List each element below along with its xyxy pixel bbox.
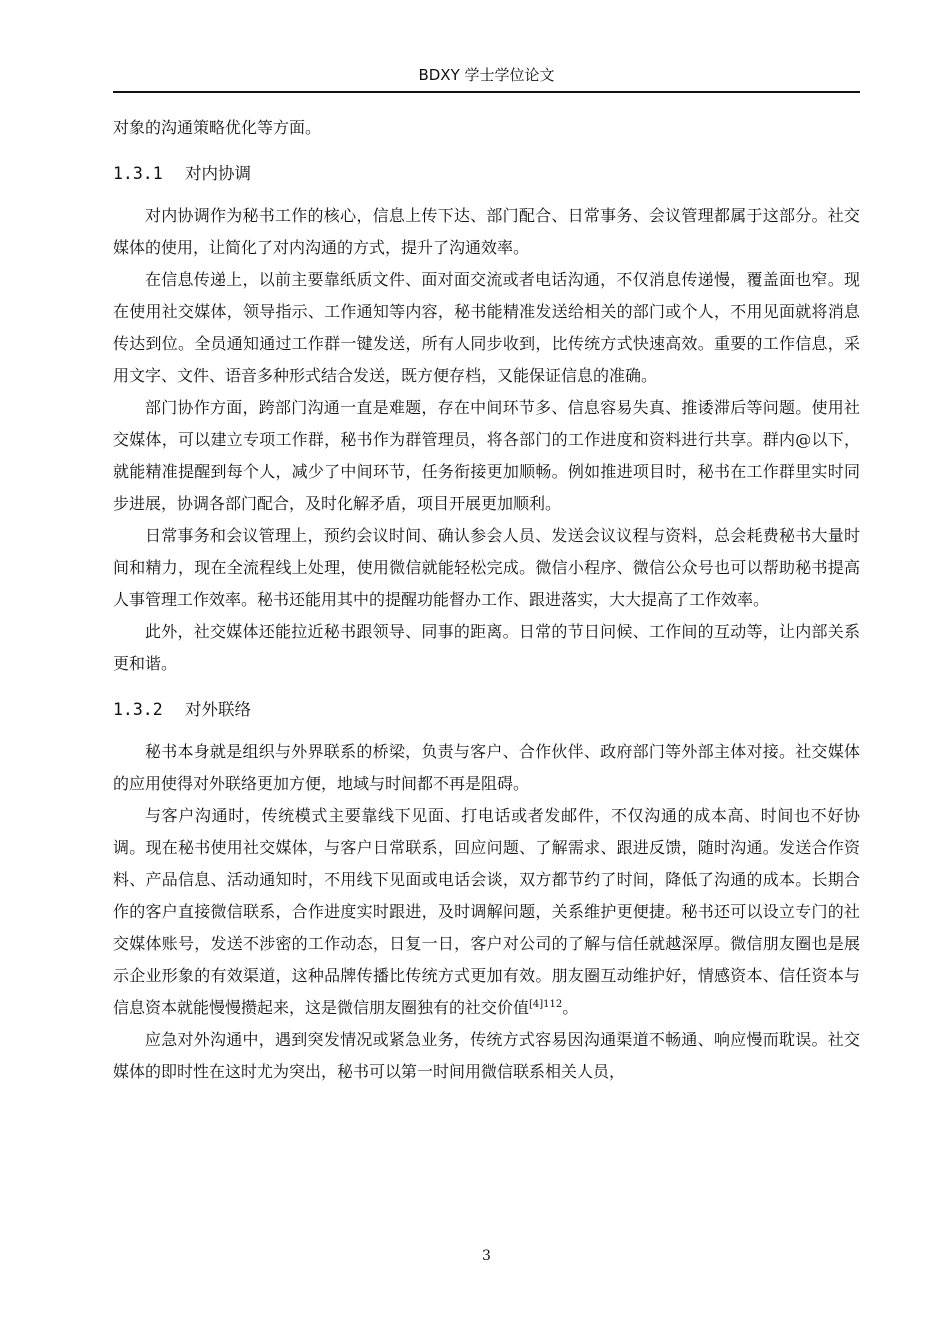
citation-reference: [4]112 (529, 999, 563, 1010)
closing-punctuation: 。 (562, 998, 579, 1017)
paragraph: 在信息传递上，以前主要靠纸质文件、面对面交流或者电话沟通，不仅消息传递慢，覆盖面也窄。现在使用社交媒体，领导指示、工作通知等内容，秘书能精准发送给相关的部门或个人，不用见面就将消息传达到位。全员通知通过工作群一键发送，所有人同步收到，比传统方式快速高效。重要的工作信息，采用文字、文件、语音多种形式结合发送，既方便存档，又能保证信息的准确。 (113, 270, 860, 385)
paragraph: 日常事务和会议管理上，预约会议时间、确认参会人员、发送会议议程与资料，总会耗费秘书大量时间和精力，现在全流程线上处理，使用微信就能轻松完成。微信小程序、微信公众号也可以帮助秘书提高人事管理工作效率。秘书还能用其中的提醒功能督办工作、跟进落实，大大提高了工作效率。 (113, 526, 860, 609)
page-number: 3 (482, 1248, 491, 1264)
section-number: 1.3.1 (113, 164, 163, 183)
running-header: BDXY 学士学位论文 (418, 66, 555, 84)
paragraph: 应急对外沟通中，遇到突发情况或紧急业务，传统方式容易因沟通渠道不畅通、响应慢而耽误。社交媒体的即时性在这时尤为突出，秘书可以第一时间用微信联系相关人员， (113, 1030, 860, 1081)
section-heading-1-3-1 (113, 156, 860, 192)
section-title: 对外联络 (185, 700, 251, 719)
paragraph: 对内协调作为秘书工作的核心，信息上传下达、部门配合、日常事务、会议管理都属于这部分。社交媒体的使用，让简化了对内沟通的方式，提升了沟通效率。 (113, 206, 860, 257)
section-title: 对内协调 (185, 164, 251, 183)
paragraph-text: 与客户沟通时，传统模式主要靠线下见面、打电话或者发邮件，不仅沟通的成本高、时间也不好协调。现在秘书使用社交媒体，与客户日常联系，回应问题、了解需求、跟进反馈，随时沟通。发送合作资料、产品信息、活动通知时，不用线下见面或电话会谈，双方都节约了时间，降低了沟通的成本。长期合作的客户直接微信联系，合作进度实时跟进，及时调解问题，关系维护更便捷。秘书还可以设立专门的社交媒体账号，发送不涉密的工作动态，日复一日，客户对公司的了解与信任就越深厚。微信朋友圈也是展示企业形象的有效渠道，这种品牌传播比传统方式更加有效。朋友圈互动维护好，情感资本、信任资本与信息资本就能慢慢攒起来，这是微信朋友圈独有的社交价值 (113, 806, 860, 1017)
paragraph: 秘书本身就是组织与外界联系的桥梁，负责与客户、合作伙伴、政府部门等外部主体对接。社交媒体的应用使得对外联络更加方便，地域与时间都不再是阻碍。 (113, 742, 860, 793)
page-body (113, 112, 860, 1088)
header-divider (113, 91, 860, 93)
paragraph: 部门协作方面，跨部门沟通一直是难题，存在中间环节多、信息容易失真、推诿滞后等问题。使用社交媒体，可以建立专项工作群，秘书作为群管理员，将各部门的工作进度和资料进行共享。群内@以下，就能精准提醒到每个人，减少了中间环节，任务衔接更加顺畅。例如推进项目时，秘书在工作群里实时同步进展，协调各部门配合，及时化解矛盾，项目开展更加顺利。 (113, 398, 860, 513)
paragraph: 此外，社交媒体还能拉近秘书跟领导、同事的距离。日常的节日问候、工作间的互动等，让内部关系更和谐。 (113, 622, 860, 673)
section-heading-1-3-2 (113, 692, 860, 728)
lead-paragraph: 对象的沟通策略优化等方面。 (113, 118, 322, 137)
section-number: 1.3.2 (113, 700, 163, 719)
paragraph-with-citation (113, 800, 860, 1024)
